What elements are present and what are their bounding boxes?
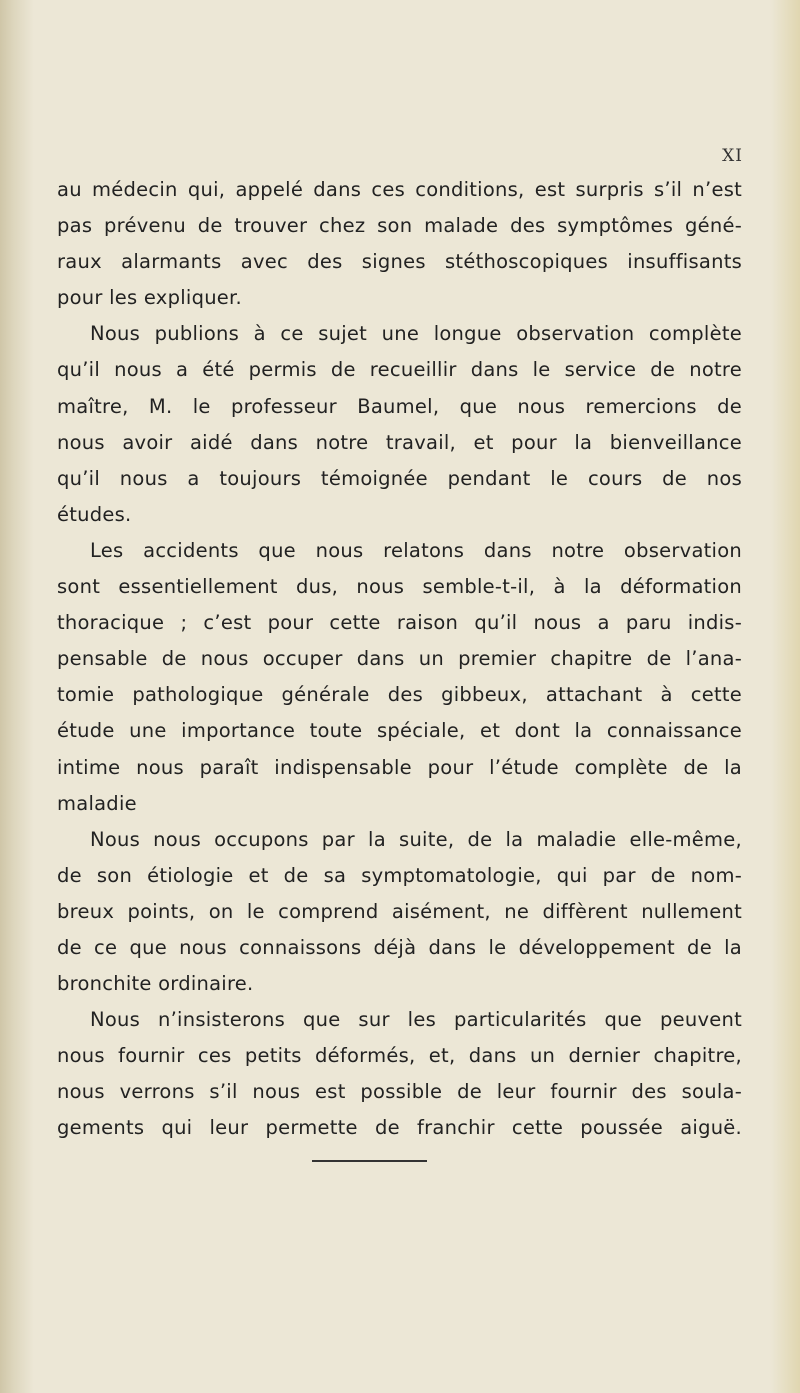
text-line: pensable de nous occuper dans un premier chapitre de l’ana- — [57, 647, 742, 671]
text-line: bronchite ordinaire. — [57, 972, 254, 996]
text-line: pas prévenu de trouver chez son malade des symptômes géné- — [57, 214, 742, 238]
text-line: étude une importance toute spéciale, et dont la connaissance — [57, 719, 742, 743]
body-text — [57, 172, 742, 1147]
page-right-edge — [770, 0, 800, 1393]
text-line: maître, M. le professeur Baumel, que nous remercions de — [57, 394, 742, 418]
page-number: XI — [722, 146, 743, 166]
text-line: breux points, on le comprend aisément, ne diffèrent nullement — [57, 899, 742, 923]
text-line: Nous nous occupons par la suite, de la maladie elle-même, — [90, 827, 742, 851]
text-line: Nous n’insisterons que sur les particularités que peuvent — [90, 1008, 742, 1032]
page-left-edge — [0, 0, 34, 1393]
text-line: sont essentiellement dus, nous semble-t-il, à la déformation — [57, 575, 742, 599]
text-line: Les accidents que nous relatons dans notre observation — [90, 538, 742, 562]
text-line: raux alarmants avec des signes stéthoscopiques insuffisants — [57, 250, 742, 274]
text-line: nous verrons s’il nous est possible de leur fournir des soula- — [57, 1080, 742, 1104]
text-line: nous fournir ces petits déformés, et, dans un dernier chapitre, — [57, 1044, 742, 1068]
text-line: thoracique ; c’est pour cette raison qu’il nous a paru indis- — [57, 611, 742, 635]
text-line: intime nous paraît indispensable pour l’étude complète de la — [57, 755, 742, 779]
text-line: études. — [57, 502, 132, 526]
text-line: qu’il nous a été permis de recueillir dans le service de notre — [57, 358, 742, 382]
text-line: qu’il nous a toujours témoignée pendant le cours de nos — [57, 466, 742, 490]
end-separator-rule — [312, 1160, 427, 1162]
text-line: nous avoir aidé dans notre travail, et pour la bienveillance — [57, 430, 742, 454]
text-line: maladie — [57, 791, 137, 815]
text-line: gements qui leur permette de franchir cette poussée aiguë. — [57, 1116, 742, 1140]
text-line: Nous publions à ce sujet une longue observation complète — [90, 322, 742, 346]
text-line: de son étiologie et de sa symptomatologie, qui par de nom- — [57, 863, 742, 887]
text-line: de ce que nous connaissons déjà dans le développement de la — [57, 935, 742, 959]
text-line: tomie pathologique générale des gibbeux, attachant à cette — [57, 683, 742, 707]
text-line: pour les expliquer. — [57, 286, 242, 310]
text-line: au médecin qui, appelé dans ces conditions, est surpris s’il n’est — [57, 178, 742, 201]
